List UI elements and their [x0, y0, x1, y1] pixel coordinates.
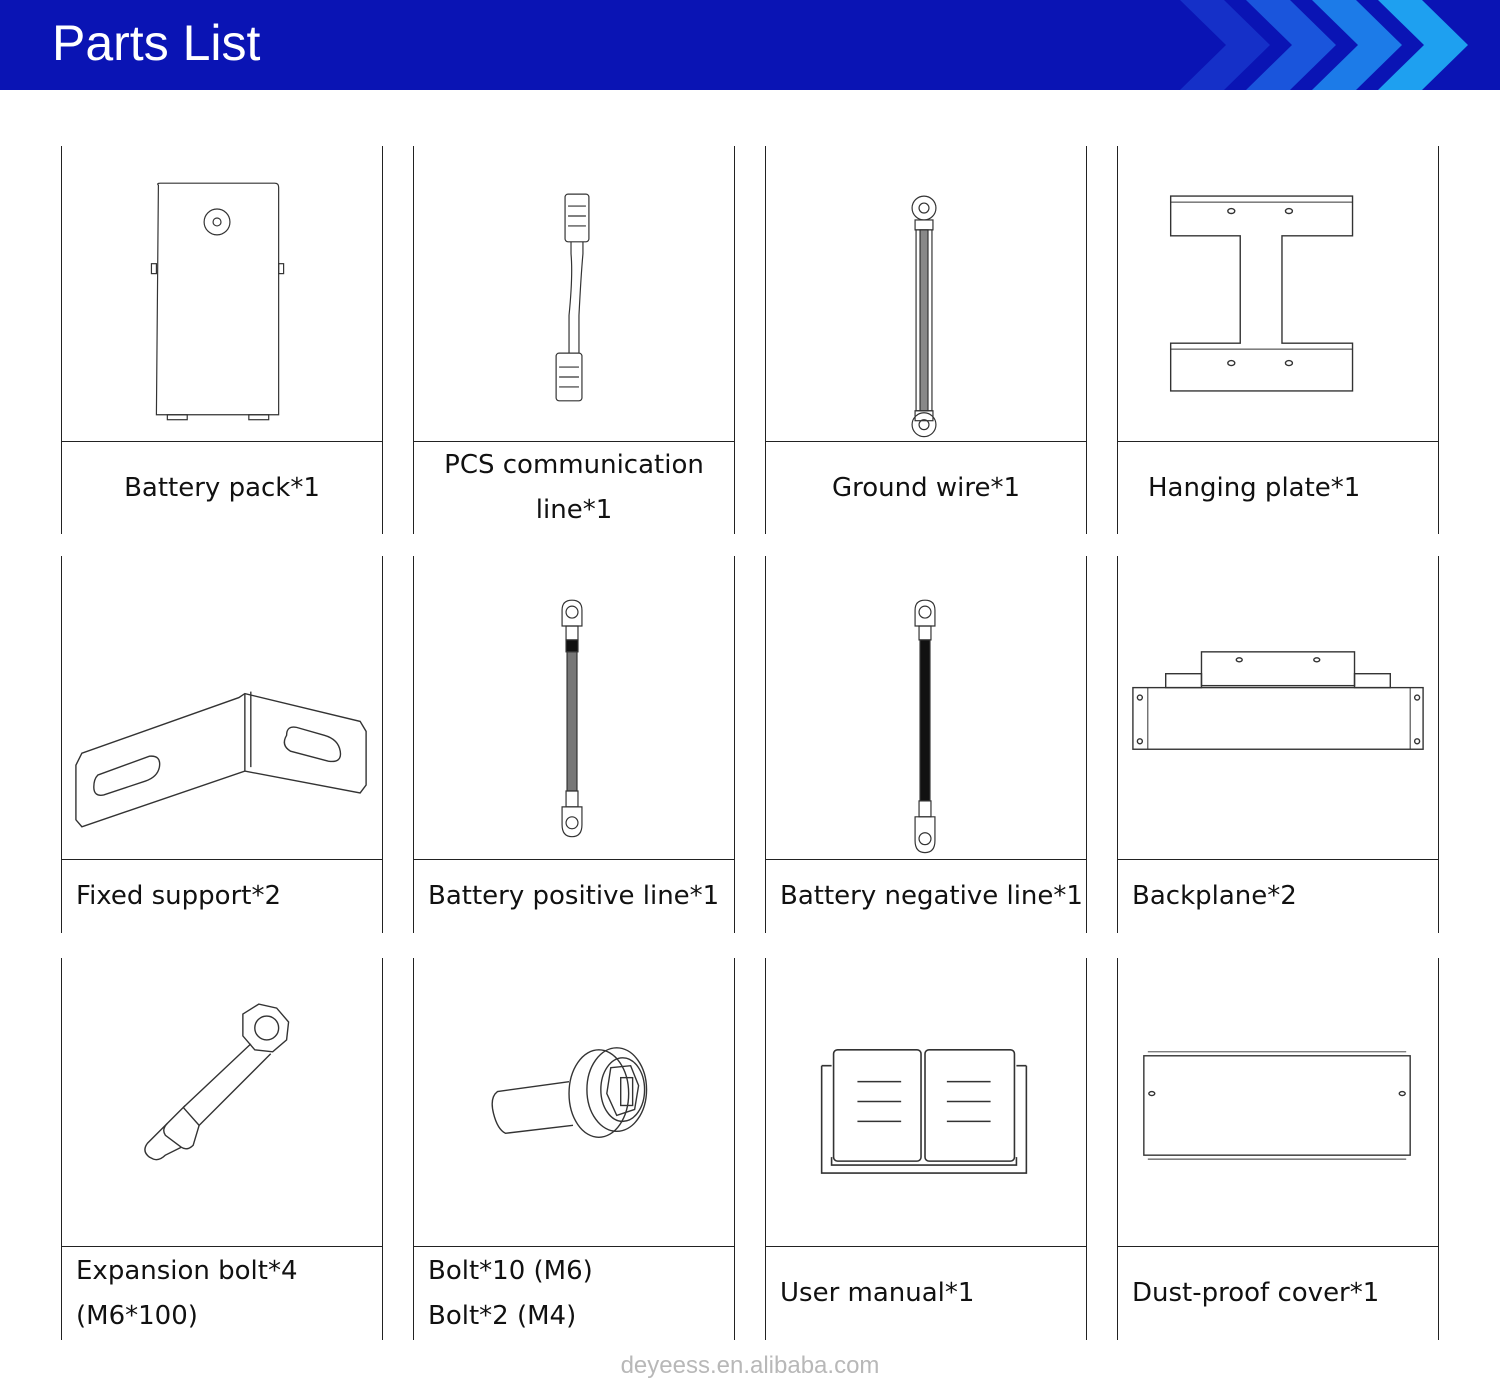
- part-image: [62, 556, 382, 860]
- fixed-support-icon: [62, 556, 382, 859]
- part-card-user-manual: [765, 958, 1087, 1340]
- manual-book-icon: [766, 958, 1086, 1246]
- part-image: [766, 146, 1086, 442]
- part-label: Backplane*2: [1132, 881, 1297, 911]
- negative-cable-icon: [766, 556, 1086, 859]
- parts-row-1: [61, 146, 1440, 534]
- communication-cable-icon: [414, 146, 734, 441]
- part-label: Fixed support*2: [76, 881, 282, 911]
- part-card-battery-positive-line: [413, 556, 735, 933]
- part-label: User manual*1: [780, 1278, 975, 1308]
- part-image: [1118, 556, 1438, 860]
- part-image: [1118, 146, 1438, 442]
- header-banner: [0, 0, 1500, 90]
- part-card-pcs-communication-line: [413, 146, 735, 534]
- dust-cover-icon: [1118, 958, 1438, 1246]
- part-label: Battery pack*1: [124, 472, 320, 503]
- part-label: Expansion bolt*4 (M6*100): [76, 1255, 298, 1331]
- positive-cable-icon: [414, 556, 734, 859]
- bolt-icon: [414, 958, 734, 1246]
- part-card-backplane: [1117, 556, 1439, 933]
- part-image: [414, 958, 734, 1247]
- part-image: [62, 958, 382, 1247]
- chevron-arrows-icon: [1180, 0, 1500, 90]
- watermark: deyeess.en.alibaba.com: [620, 1352, 880, 1379]
- part-label: Battery negative line*1: [780, 881, 1083, 911]
- part-label: Dust-proof cover*1: [1132, 1278, 1380, 1308]
- part-card-fixed-support: [61, 556, 383, 933]
- part-card-ground-wire: [765, 146, 1087, 534]
- part-card-hanging-plate: [1117, 146, 1439, 534]
- part-image: [62, 146, 382, 442]
- part-image: [1118, 958, 1438, 1247]
- part-label: Bolt*10 (M6) Bolt*2 (M4): [428, 1255, 593, 1331]
- part-image: [766, 958, 1086, 1247]
- part-card-dust-proof-cover: [1117, 958, 1439, 1340]
- page-title: Parts List: [52, 15, 261, 71]
- part-image: [414, 146, 734, 442]
- part-label: Hanging plate*1: [1148, 472, 1361, 503]
- battery-pack-icon: [62, 146, 382, 441]
- backplane-icon: [1118, 556, 1438, 859]
- ground-wire-icon: [766, 146, 1086, 441]
- parts-row-3: [61, 958, 1440, 1340]
- part-image: [766, 556, 1086, 860]
- hanging-plate-icon: [1118, 146, 1438, 441]
- part-card-battery-negative-line: [765, 556, 1087, 933]
- part-card-bolt: [413, 958, 735, 1340]
- part-card-battery-pack: [61, 146, 383, 534]
- part-card-expansion-bolt: [61, 958, 383, 1340]
- parts-row-2: [61, 556, 1440, 933]
- part-label: Battery positive line*1: [428, 881, 720, 911]
- expansion-bolt-icon: [62, 958, 382, 1246]
- part-label: Ground wire*1: [831, 472, 1021, 503]
- part-label: PCS communication line*1: [444, 450, 704, 525]
- part-image: [414, 556, 734, 860]
